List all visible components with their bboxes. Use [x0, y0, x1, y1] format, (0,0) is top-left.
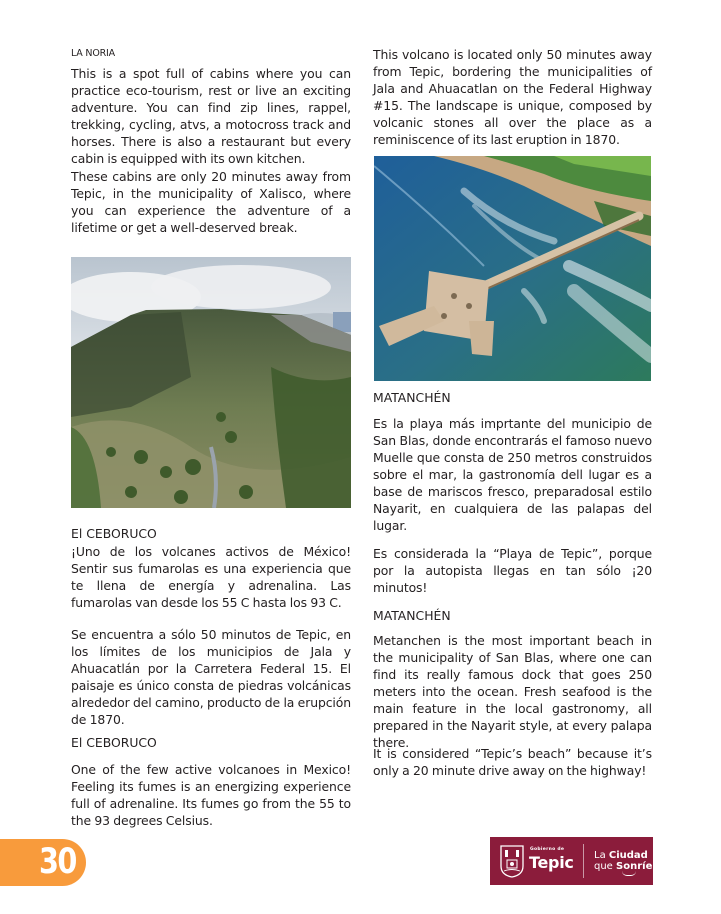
paragraph: This volcano is located only 50 minutes away from Tepic, bordering the municipalities of Jala and Ahuacatlan on the Federal Highway #15. The landscape is unique, composed by volcanic stones all over the place as a reminiscence of its last eruption in 1870. [373, 47, 652, 147]
heading-la-noria [71, 48, 351, 60]
ceboruco-volcano-photo [71, 257, 351, 508]
matanchen-es-text [373, 415, 652, 534]
heading-ceboruco-es [71, 525, 351, 542]
section-heading: MATANCHÉN [373, 608, 451, 623]
paragraph: Es considerada la “Playa de Tepic”, porque por la autopista llegas en tan sólo ¡20 minutos! [373, 546, 652, 595]
gobierno-tepic-logo [490, 837, 653, 885]
page-number-tab [0, 839, 86, 886]
la-noria-text-2 [71, 168, 351, 236]
slogan-bold-text: Sonríe [616, 861, 653, 872]
matanchen-pier-photo [374, 156, 651, 381]
ceboruco-en-text [71, 761, 351, 829]
paragraph: One of the few active volcanoes in Mexico! Feeling its fumes is an energizing experience full of adrenaline. Its fumes go from the 55 to the 93 degrees Celsius. [71, 762, 351, 828]
paragraph: These cabins are only 20 minutes away from Tepic, in the municipality of Xalisco, where you can experience the adventure of a lifetime or get a well-deserved break. [71, 169, 351, 235]
smile-icon [622, 871, 636, 876]
ceboruco-en-text-cont [373, 46, 652, 148]
paragraph: This is a spot full of cabins where you can practice eco-tourism, rest or live an exciting adventure. You can find zip lines, rappel, trekking, cycling, atvs, a motocross track and horses. There is also a restaurant but every cabin is equipped with its own kitchen. [71, 66, 351, 166]
slogan-text: La [594, 850, 609, 861]
paragraph: Metanchen is the most important beach in the municipality of San Blas, where one can find its really famous dock that goes 250 meters into the ocean. Fresh seafood is the main feature in the local gastronomy, all prepared in the Nayarit style, at every palapa there. [373, 633, 652, 750]
matanchen-es-text-2 [373, 545, 652, 596]
volcano-image [71, 257, 351, 508]
ceboruco-es-text-2 [71, 626, 351, 728]
matanchen-en-text-2 [373, 745, 652, 779]
section-heading: El CEBORUCO [71, 526, 157, 541]
paragraph: It is considered “Tepic’s beach” because it’s only a 20 minute drive away on the highway! [373, 746, 652, 778]
page-number: 30 [39, 842, 76, 882]
la-noria-text [71, 65, 351, 167]
slogan-bold-text: Ciudad [608, 850, 648, 861]
heading-matanchen-es [373, 389, 652, 406]
tepic-wordmark: Tepic [529, 853, 574, 872]
section-heading: MATANCHÉN [373, 390, 451, 405]
slogan-text: que [594, 861, 617, 872]
matanchen-en-text [373, 632, 652, 751]
ceboruco-es-text [71, 543, 351, 611]
pier-image [374, 156, 651, 381]
city-crest-icon [499, 844, 525, 878]
gobierno-label: Gobierno de [530, 847, 565, 852]
paragraph: Es la playa más imprtante del municipio de San Blas, donde encontrarás el famoso nuevo Muelle que consta de 250 metros construidos sobre el mar, la gastronomía dell lugar es a base de mariscos fresco, preparadosal estilo Nayarit, en cualquiera de las palapas del lugar. [373, 416, 652, 533]
heading-ceboruco-en [71, 734, 351, 751]
paragraph: ¡Uno de los volcanes activos de México! Sentir sus fumarolas es una experiencia que te llena de energía y adrenalina. Las fumarolas van desde los 55 C hasta los 93 C. [71, 544, 351, 610]
heading-matanchen-en [373, 607, 652, 624]
section-heading: LA NORIA [71, 48, 115, 59]
logo-divider [583, 844, 584, 878]
section-heading: El CEBORUCO [71, 735, 157, 750]
paragraph: Se encuentra a sólo 50 minutos de Tepic, en los límites de los municipios de Jala y Ahuacatlán por la Carretera Federal 15. El paisaje es único consta de piedras volcánicas alrededor del camino, producto de la erupción de 1870. [71, 627, 351, 727]
slogan-line-1 [594, 850, 648, 861]
